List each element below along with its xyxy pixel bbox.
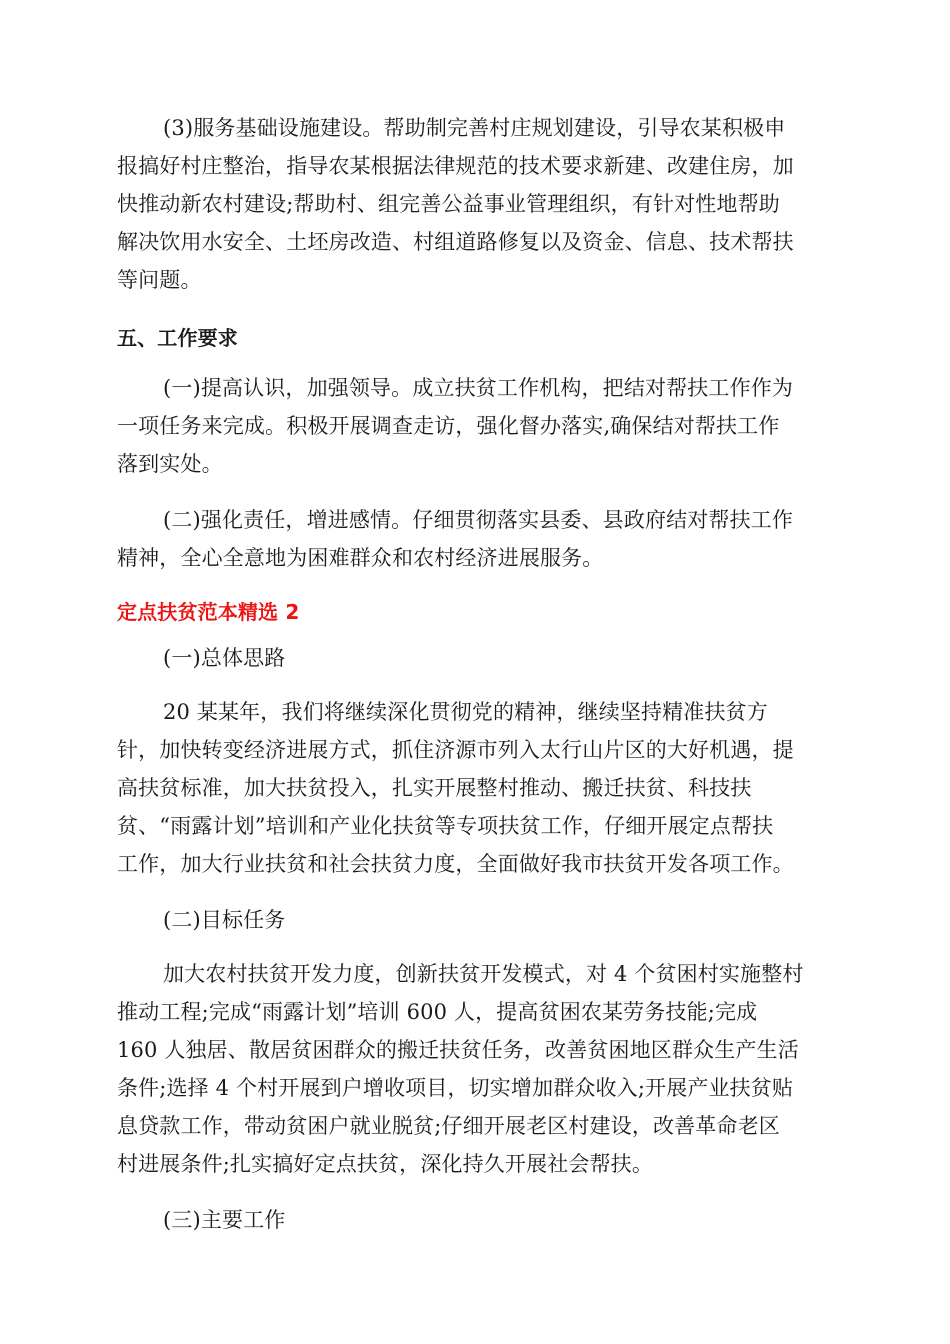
paragraph-line: 解决饮用水安全、土坯房改造、村组道路修复以及资金、信息、技术帮扶 [117, 230, 794, 254]
paragraph-line: 工作，加大行业扶贫和社会扶贫力度，全面做好我市扶贫开发各项工作。 [117, 852, 794, 876]
section-heading: 五、工作要求 [117, 326, 238, 350]
paragraph-line: 加大农村扶贫开发力度，创新扶贫开发模式，对 4 个贫困村实施整村 [163, 962, 804, 986]
paragraph-line: 等问题。 [117, 268, 202, 292]
subsection-heading: (二)目标任务 [163, 908, 286, 932]
paragraph-line: (一)提高认识，加强领导。成立扶贫工作机构，把结对帮扶工作作为 [163, 376, 794, 400]
paragraph-line: (二)强化责任，增进感情。仔细贯彻落实县委、县政府结对帮扶工作 [163, 508, 794, 532]
paragraph-line: 报搞好村庄整治，指导农某根据法律规范的技术要求新建、改建住房，加 [117, 154, 794, 178]
paragraph-line: 推动工程;完成“雨露计划”培训 600 人，提高贫困农某劳务技能;完成 [117, 1000, 758, 1024]
paragraph-line: 20 某某年，我们将继续深化贯彻党的精神，继续坚持精准扶贫方 [163, 700, 768, 724]
paragraph-line: 针，加快转变经济进展方式，抓住济源市列入太行山片区的大好机遇，提 [117, 738, 794, 762]
paragraph-line: (3)服务基础设施建设。帮助制完善村庄规划建设，引导农某积极申 [163, 116, 786, 140]
subsection-heading: (三)主要工作 [163, 1208, 286, 1232]
paragraph-line: 高扶贫标准，加大扶贫投入，扎实开展整村推动、搬迁扶贫、科技扶 [117, 776, 752, 800]
paragraph-line: 村进展条件;扎实搞好定点扶贫，深化持久开展社会帮扶。 [117, 1152, 653, 1176]
paragraph-line: 一项任务来完成。积极开展调查走访，强化督办落实,确保结对帮扶工作 [117, 414, 780, 438]
sample-heading: 定点扶贫范本精选 2 [117, 600, 300, 624]
paragraph-line: 精神，全心全意地为困难群众和农村经济进展服务。 [117, 546, 604, 570]
paragraph-line: 落到实处。 [117, 452, 223, 476]
subsection-heading: (一)总体思路 [163, 646, 286, 670]
paragraph-line: 160 人独居、散居贫困群众的搬迁扶贫任务，改善贫困地区群众生产生活 [117, 1038, 799, 1062]
paragraph-line: 息贷款工作，带动贫困户就业脱贫;仔细开展老区村建设，改善革命老区 [117, 1114, 780, 1138]
paragraph-line: 贫、“雨露计划”培训和产业化扶贫等专项扶贫工作，仔细开展定点帮扶 [117, 814, 774, 838]
paragraph-line: 快推动新农村建设;帮助村、组完善公益事业管理组织，有针对性地帮助 [117, 192, 780, 216]
paragraph-line: 条件;选择 4 个村开展到户增收项目，切实增加群众收入;开展产业扶贫贴 [117, 1076, 794, 1100]
